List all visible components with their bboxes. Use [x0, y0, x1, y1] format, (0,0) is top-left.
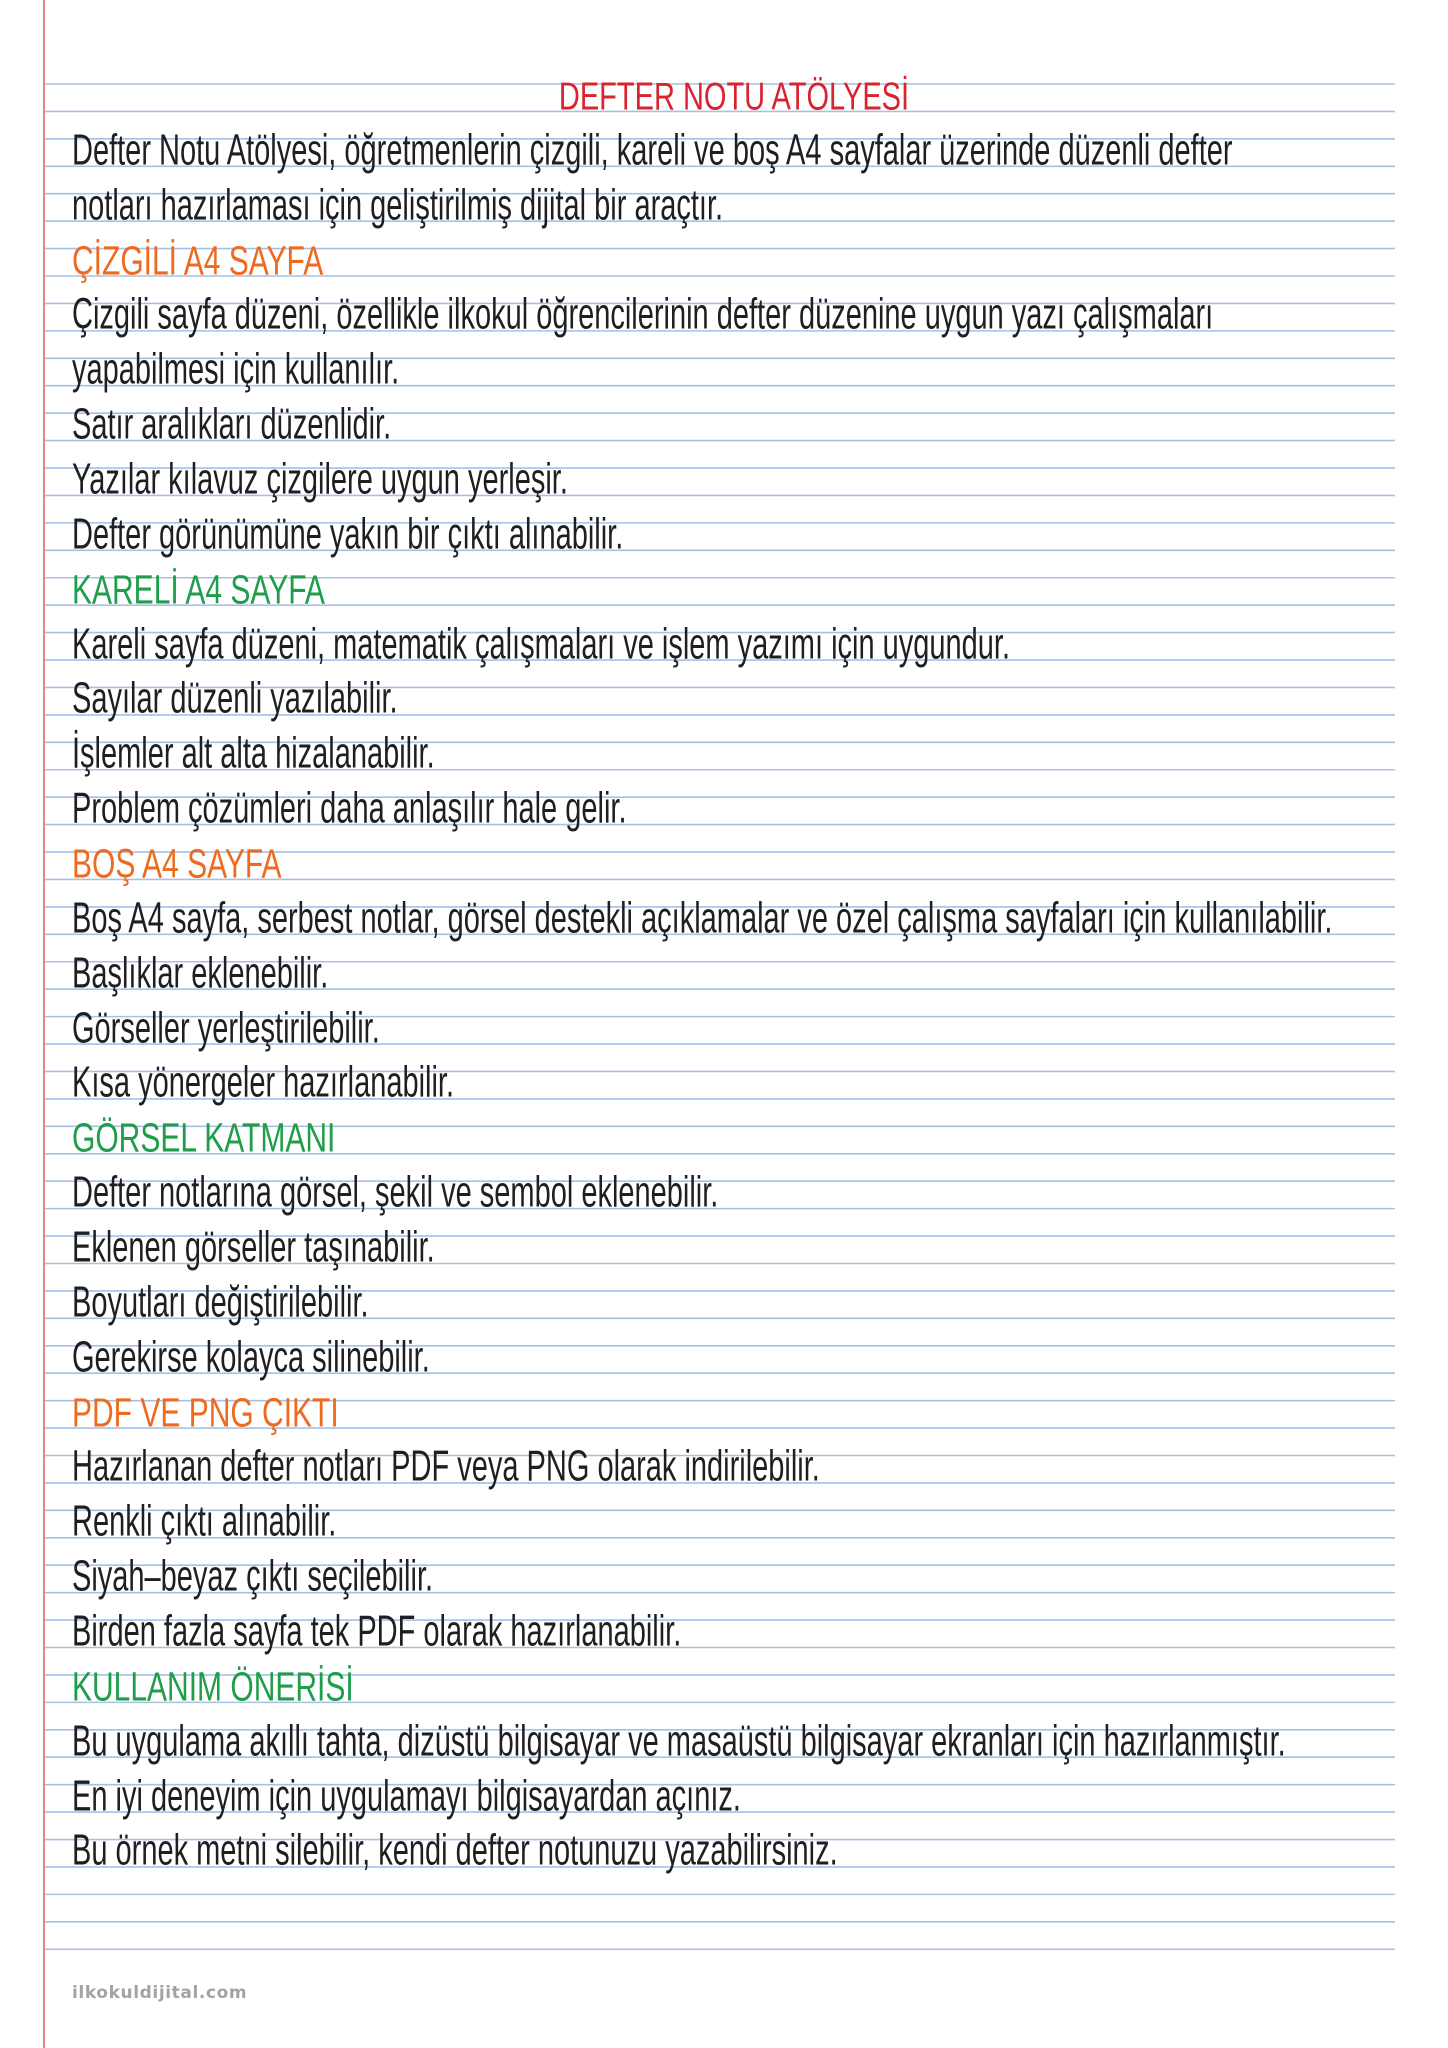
- site-watermark: ilkokuldijital.com: [72, 1983, 248, 2003]
- note-line: Problem çözümleri daha anlaşılır hale gelir.: [72, 784, 627, 833]
- section-kullanim-onerisi: [0, 1665, 1448, 1884]
- intro-line: notları hazırlaması için geliştirilmiş dijital bir araçtır.: [72, 181, 724, 230]
- note-line: Siyah–beyaz çıktı seçilebilir.: [72, 1552, 434, 1601]
- intro-block: [0, 126, 1448, 239]
- note-line: Satır aralıkları düzenlidir.: [72, 400, 392, 449]
- note-line: Eklenen görseller taşınabilir.: [72, 1223, 435, 1272]
- note-line: Yazılar kılavuz çizgilere uygun yerleşir.: [72, 455, 568, 504]
- note-line: Defter görünümüne yakın bir çıktı alınabilir.: [72, 510, 624, 559]
- note-line: Çizgili sayfa düzeni, özellikle ilkokul öğrencilerinin defter düzenine uygun yazı çalışmaları: [72, 291, 1214, 340]
- note-line: En iyi deneyim için uygulamayı bilgisayardan açınız.: [72, 1772, 741, 1821]
- section-pdf-png: [0, 1391, 1448, 1665]
- note-line: Gerekirse kolayca silinebilir.: [72, 1333, 430, 1382]
- section-kareli-a4: [0, 568, 1448, 842]
- page-title: DEFTER NOTU ATÖLYESİ: [558, 75, 910, 119]
- note-line: Boş A4 sayfa, serbest notlar, görsel destekli açıklamalar ve özel çalışma sayfaları için kullanılabilir.: [72, 894, 1333, 943]
- section-heading: ÇİZGİLİ A4 SAYFA: [72, 238, 324, 284]
- note-line: Bu örnek metni silebilir, kendi defter notunuzu yazabilirsiniz.: [72, 1827, 838, 1876]
- section-heading: BOŞ A4 SAYFA: [72, 842, 282, 887]
- note-line: Görseller yerleştirilebilir.: [72, 1004, 380, 1053]
- note-line: Renkli çıktı alınabilir.: [72, 1498, 337, 1547]
- note-line: Kısa yönergeler hazırlanabilir.: [72, 1059, 455, 1108]
- note-line: Defter notlarına görsel, şekil ve sembol eklenebilir.: [72, 1168, 719, 1217]
- note-line: Hazırlanan defter notları PDF veya PNG olarak indirilebilir.: [72, 1443, 820, 1492]
- note-line: yapabilmesi için kullanılır.: [72, 345, 400, 394]
- section-heading: GÖRSEL KATMANI: [72, 1116, 336, 1162]
- note-line: Birden fazla sayfa tek PDF olarak hazırlanabilir.: [72, 1607, 682, 1656]
- section-heading: KARELİ A4 SAYFA: [72, 567, 325, 613]
- note-line: Sayılar düzenli yazılabilir.: [72, 675, 398, 724]
- note-line: Kareli sayfa düzeni, matematik çalışmaları ve işlem yazımı için uygundur.: [72, 620, 1011, 669]
- note-content: [0, 74, 1448, 1884]
- section-heading: KULLANIM ÖNERİSİ: [72, 1665, 354, 1710]
- note-line: Başlıklar eklenebilir.: [72, 949, 329, 998]
- section-bos-a4: [0, 842, 1448, 1116]
- note-line: Bu uygulama akıllı tahta, dizüstü bilgisayar ve masaüstü bilgisayar ekranları için hazırlanmıştır.: [72, 1717, 1286, 1766]
- note-line: İşlemler alt alta hizalanabilir.: [72, 730, 435, 778]
- section-gorsel-katmani: [0, 1116, 1448, 1390]
- intro-line: Defter Notu Atölyesi, öğretmenlerin çizgili, kareli ve boş A4 sayfalar üzerinde düzenli defter: [72, 126, 1233, 175]
- note-line: Boyutları değiştirilebilir.: [72, 1278, 369, 1327]
- section-heading: PDF VE PNG ÇIKTI: [72, 1390, 339, 1436]
- section-cizgili-a4: [0, 239, 1448, 568]
